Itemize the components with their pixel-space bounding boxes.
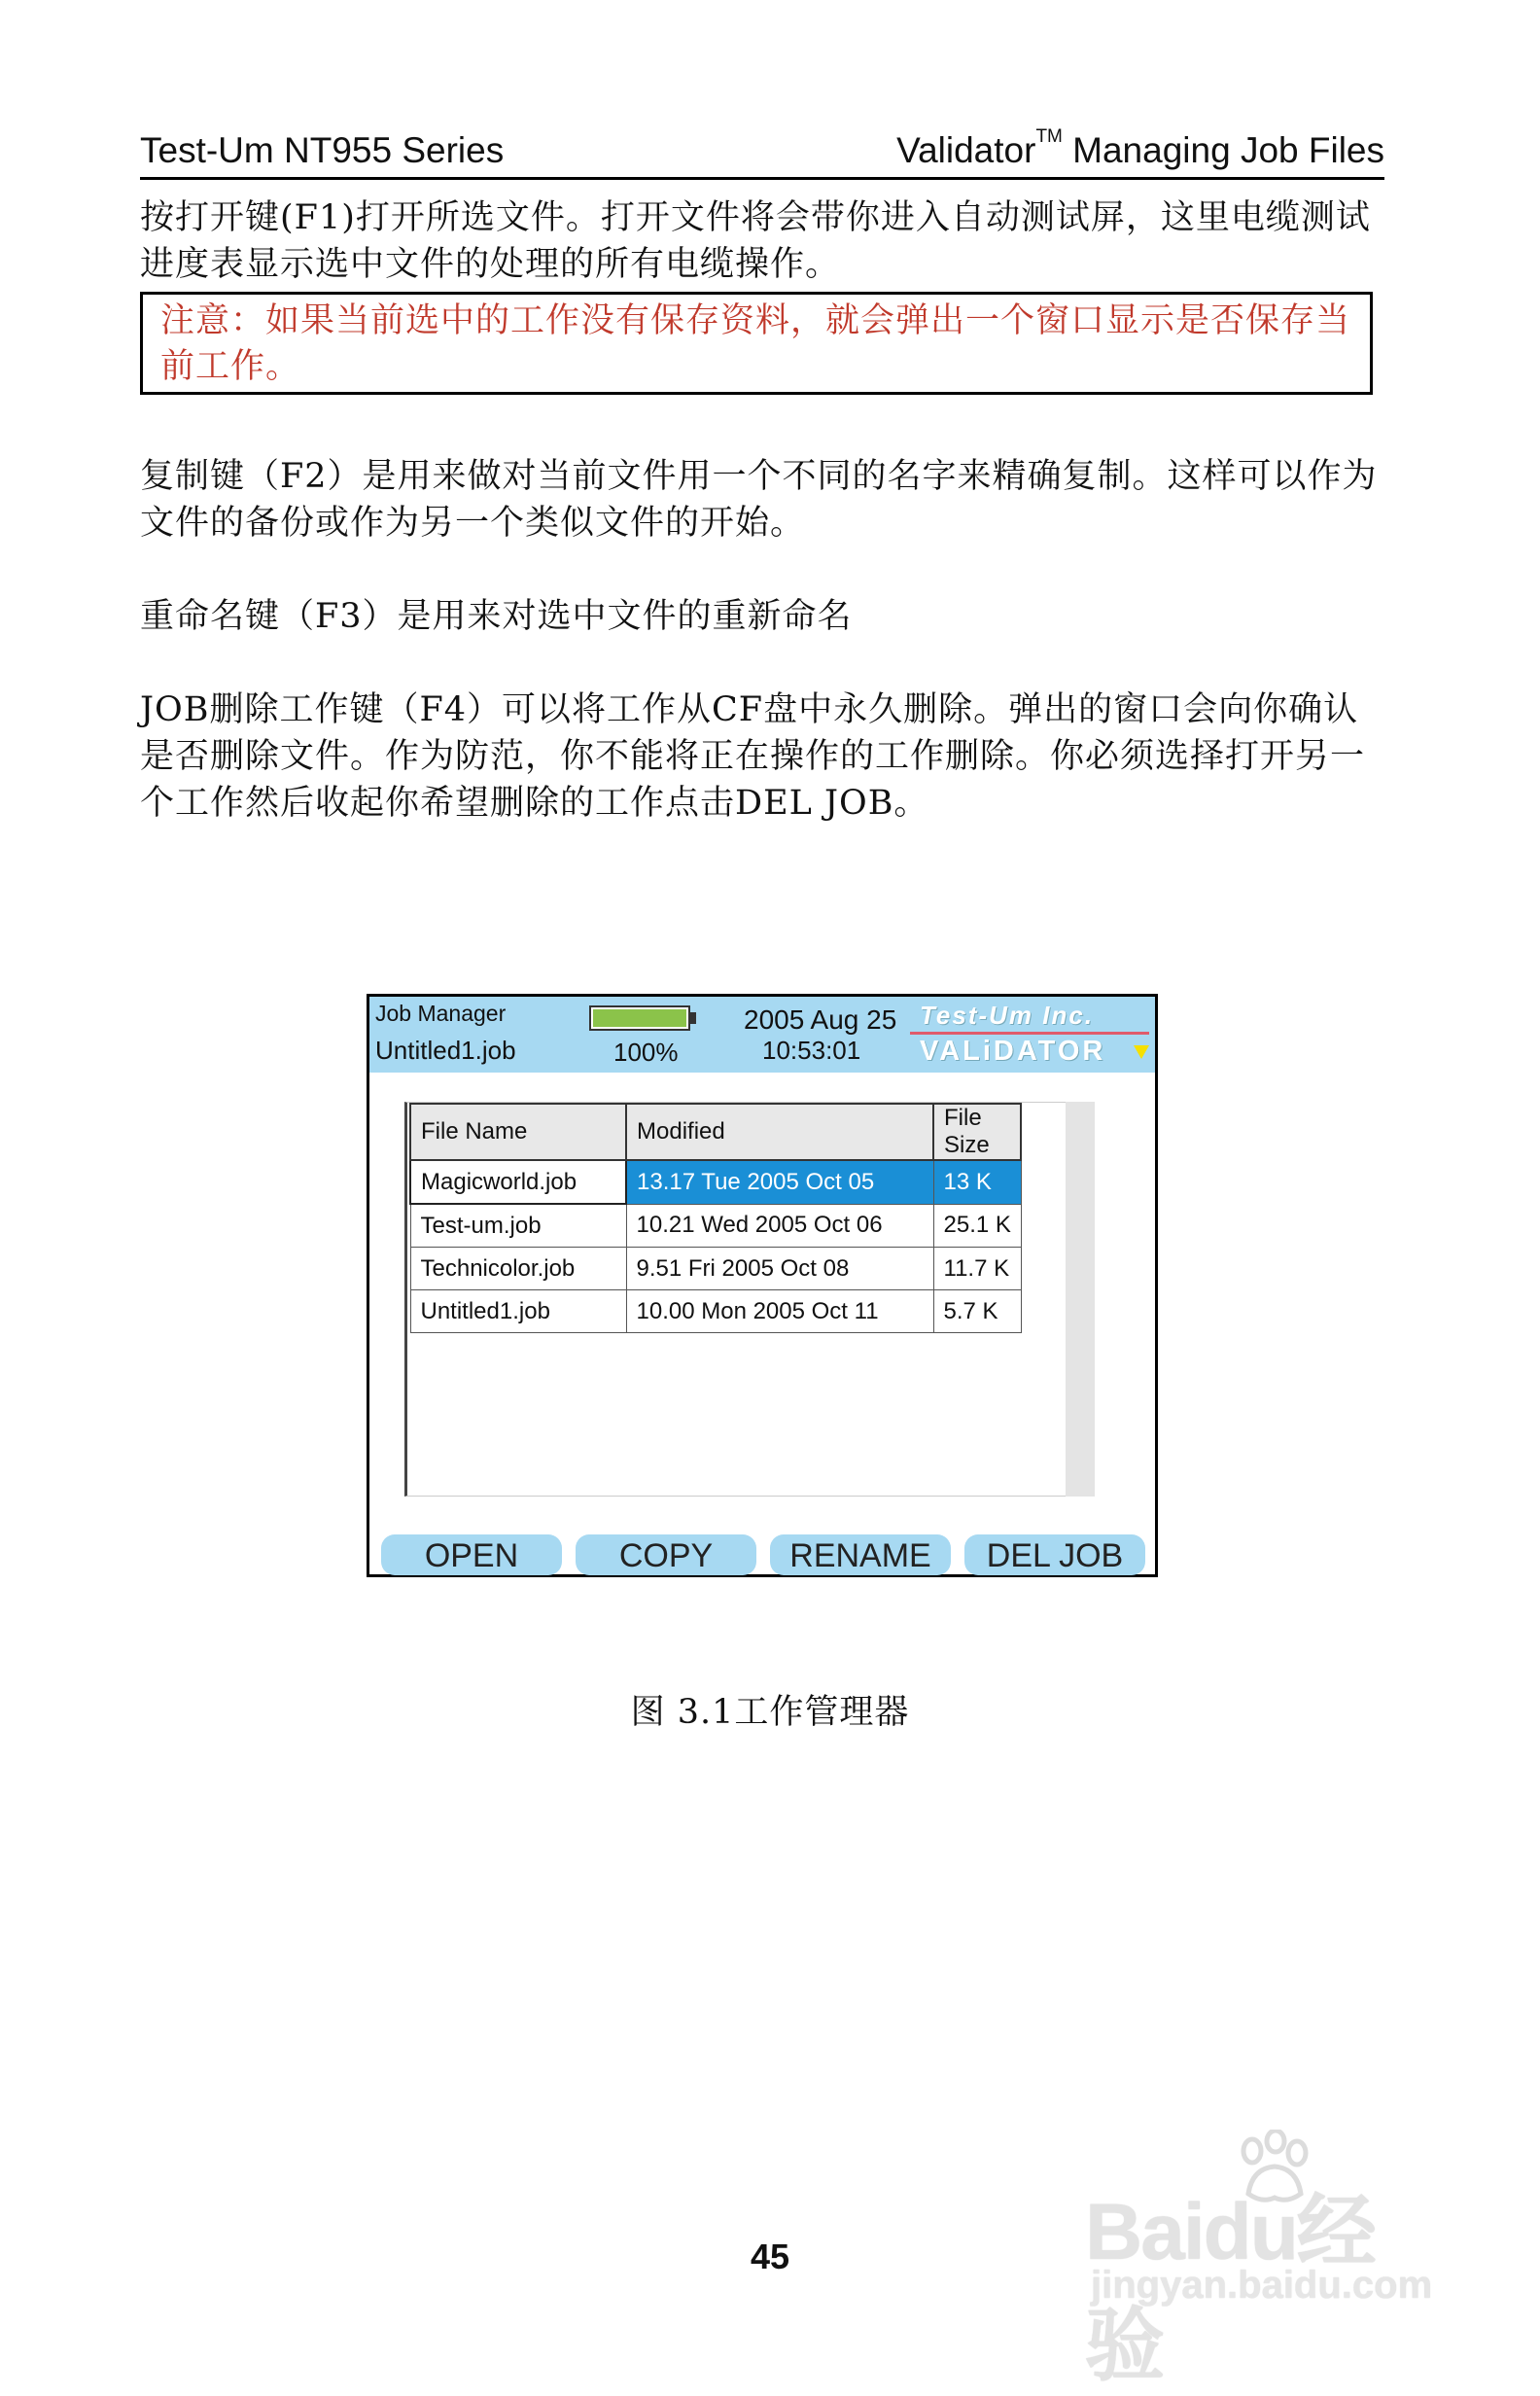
watermark-main: Baidu经验 xyxy=(1085,2188,1375,2390)
open-button[interactable]: OPEN xyxy=(381,1534,562,1575)
cell-modified: 13.17 Tue 2005 Oct 05 xyxy=(626,1160,933,1204)
current-file: Untitled1.job xyxy=(375,1036,516,1065)
note-box: 注意：如果当前选中的工作没有保存资料，就会弹出一个窗口显示是否保存当前工作。 xyxy=(140,292,1373,395)
header-chapter-title xyxy=(896,126,1384,171)
page-number: 45 xyxy=(750,2237,790,2276)
file-table-header xyxy=(410,1104,1021,1160)
battery-level-fill xyxy=(593,1009,686,1027)
cell-file-name: Untitled1.job xyxy=(410,1290,626,1333)
table-row[interactable] xyxy=(410,1290,1021,1333)
paragraph-open: 按打开键(F1)打开所选文件。打开文件将会带你进入自动测试屏，这里电缆测试进度表显示选中文件的处理的所有电缆操作。 xyxy=(140,198,1371,284)
copy-button[interactable]: COPY xyxy=(576,1534,756,1575)
status-date: 2005 Aug 25 xyxy=(744,1004,897,1035)
baidu-watermark xyxy=(1085,2130,1435,2390)
paragraph-rename: 重命名键（F3）是用来对选中文件的重新命名 xyxy=(140,597,853,636)
table-row[interactable] xyxy=(410,1160,1021,1204)
cell-file-name: Magicworld.job xyxy=(410,1160,626,1204)
battery-tip xyxy=(690,1012,696,1024)
cell-modified: 10.21 Wed 2005 Oct 06 xyxy=(626,1204,933,1248)
column-header-modified[interactable]: Modified xyxy=(626,1104,933,1160)
figure-caption: 图 3.1工作管理器 xyxy=(630,1693,910,1732)
screen-title: Job Manager xyxy=(375,1001,507,1026)
file-table xyxy=(409,1103,1022,1333)
brand-product-logo: VALiDATOR xyxy=(920,1036,1106,1067)
cell-file-size: 25.1 K xyxy=(933,1204,1021,1248)
cell-file-name: Test-um.job xyxy=(410,1204,626,1248)
del-job-button[interactable]: DEL JOB xyxy=(964,1534,1145,1575)
file-list xyxy=(404,1102,1095,1497)
list-scrollbar[interactable] xyxy=(1066,1102,1095,1497)
rename-button[interactable]: RENAME xyxy=(770,1534,951,1575)
column-header-file-name[interactable]: File Name xyxy=(410,1104,626,1160)
page-header xyxy=(140,126,1384,180)
column-header-file-size[interactable]: File Size xyxy=(933,1104,1021,1160)
cell-modified: 9.51 Fri 2005 Oct 08 xyxy=(626,1248,933,1290)
battery-percent: 100% xyxy=(613,1038,679,1067)
header-section: Managing Job Files xyxy=(1062,130,1384,170)
status-bar xyxy=(369,997,1155,1073)
cell-file-size: 13 K xyxy=(933,1160,1021,1204)
brand-company: Test-Um Inc. xyxy=(920,1001,1095,1030)
cell-file-name: Technicolor.job xyxy=(410,1248,626,1290)
table-row[interactable] xyxy=(410,1204,1021,1248)
trademark-mark: TM xyxy=(1035,126,1063,147)
brand-divider xyxy=(910,1032,1149,1035)
cell-file-size: 5.7 K xyxy=(933,1290,1021,1333)
menu-triangle-icon[interactable] xyxy=(1134,1045,1149,1059)
cell-modified: 10.00 Mon 2005 Oct 11 xyxy=(626,1290,933,1333)
battery-icon xyxy=(589,1005,690,1031)
paragraph-deljob: JOB删除工作键（F4）可以将工作从CF盘中永久删除。弹出的窗口会向你确认是否删除文件。作为防范，你不能将正在操作的工作删除。你必须选择打开另一个工作然后收起你希望删除的工作点击DEL JOB。 xyxy=(140,690,1366,823)
cell-file-size: 11.7 K xyxy=(933,1248,1021,1290)
table-row[interactable] xyxy=(410,1248,1021,1290)
watermark-url: jingyan.baidu.com xyxy=(1091,2264,1433,2307)
header-series-title: Test-Um NT955 Series xyxy=(140,130,505,170)
paragraph-copy: 复制键（F2）是用来做对当前文件用一个不同的名字来精确复制。这样可以作为文件的备份或作为另一个类似文件的开始。 xyxy=(140,457,1378,543)
status-time: 10:53:01 xyxy=(762,1036,861,1065)
header-product: Validator xyxy=(896,130,1036,170)
job-manager-screen xyxy=(367,994,1158,1577)
